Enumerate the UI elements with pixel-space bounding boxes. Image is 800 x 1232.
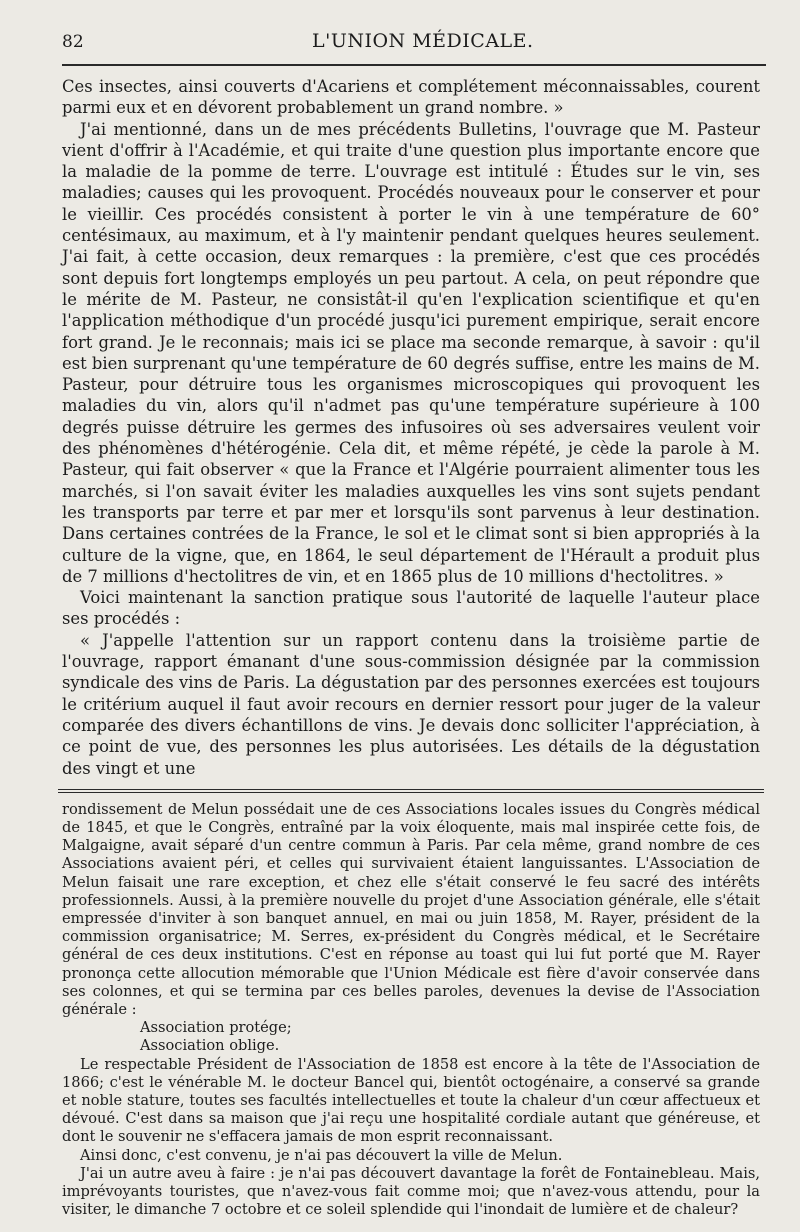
footnote-paragraph: J'ai un autre aveu à faire : je n'ai pas découvert davantage la forêt de Fontainebleau. Mais, imprévoyants touristes, que n'avez-vous fait comme moi; que n'avez-vous attendu, pour la visiter, le dimanche 7 octobre et ce soleil splendide qui l'inondait de lumière et de chaleur?: [62, 1164, 760, 1219]
page-header: [62, 30, 766, 66]
motto-line: Association oblige.: [140, 1037, 280, 1055]
motto-line: Association protége;: [140, 1019, 292, 1037]
page-number: 82: [62, 32, 84, 52]
footnote-paragraph: rondissement de Melun possédait une de ces Associations locales issues du Congrès médical de 1845, et que le Congrès, entraîné par la voix éloquente, mais mal inspirée cette fois, de Malgaigne, avait séparé d'un centre commun à Paris. Par cela même, grand nombre de ces Associations avaient péri, et celles qui survivaient étaient languissantes. L'Association de Melun faisait une rare exception, et chez elle s'était conservé le feu sacré des intérêts professionnels. Aussi, à la première nouvelle du projet d'une Association générale, elle s'était empressée d'inviter à son banquet annuel, en mai ou juin 1858, M. Rayer, président de la commission organisatrice; M. Serres, ex-président du Congrès médical, et le Secrétaire général de ces deux institutions. C'est en réponse au toast qui lui fut porté que M. Rayer prononça cette allocution mémorable que l'Union Médicale est fière d'avoir conservée dans ses colonnes, et qui se termina par ces belles paroles, devenues la devise de l'Association générale :: [62, 800, 760, 1019]
main-paragraph: J'ai mentionné, dans un de mes précédents Bulletins, l'ouvrage que M. Pasteur vient d'offrir à l'Académie, et qui traite d'une question plus importante encore que la maladie de la pomme de terre. L'ouvrage est intitulé : Études sur le vin, ses maladies; causes qui les provoquent. Procédés nouveaux pour le conserver et pour le vieillir. Ces procédés consistent à porter le vin à une température de 60° centésimaux, au maximum, et à l'y maintenir pendant quelques heures seulement. J'ai fait, à cette occasion, deux remarques : la première, c'est que ces procédés sont depuis fort longtemps employés un peu partout. A cela, on peut répondre que le mérite de M. Pasteur, ne consistât-il qu'en l'explication scientifique et qu'en l'application méthodique d'un procédé jusqu'ici purement empirique, serait encore fort grand. Je le reconnais; mais ici se place ma seconde remarque, à savoir : qu'il est bien surprenant qu'une température de 60 degrés suffise, entre les mains de M. Pasteur, pour détruire tous les organismes microscopiques qui provoquent les maladies du vin, alors qu'il n'admet pas qu'une température supérieure à 100 degrés puisse détruire les germes des infusoires où ses adversaires veulent voir des phénomènes d'hétérogénie. Cela dit, et même répété, je cède la parole à M. Pasteur, qui fait observer « que la France et l'Algérie pourraient alimenter tous les marchés, si l'on savait éviter les maladies auxquelles les vins sont sujets pendant les transports par terre et par mer et lorsqu'ils sont parvenus à leur destination. Dans certaines contrées de la France, le sol et le climat sont si bien appropriés à la culture de la vigne, que, en 1864, le seul département de l'Hérault a produit plus de 7 millions d'hectolitres de vin, et en 1865 plus de 10 millions d'hectolitres. »: [62, 119, 760, 586]
footnote-paragraph: Ainsi donc, c'est convenu, je n'ai pas découvert la ville de Melun.: [80, 1146, 563, 1164]
main-paragraph: Ces insectes, ainsi couverts d'Acariens et complétement méconnaissables, courent parmi eux et en dévorent probablement un grand nombre. »: [62, 77, 760, 118]
main-text: [62, 76, 760, 779]
main-paragraph: « J'appelle l'attention sur un rapport contenu dans la troisième partie de l'ouvrage, rapport émanant d'une sous-commission désignée par la commission syndicale des vins de Paris. La dégustation par des personnes exercées est toujours le critérium auquel il faut avoir recours en dernier ressort pour juger de la valeur comparée des divers échantillons de vins. Je devais donc solliciter l'appréciation, à ce point de vue, des personnes les plus autorisées. Les détails de la dégustation des vingt et une: [62, 630, 760, 778]
running-title: L'UNION MÉDICALE.: [312, 30, 534, 52]
footnote-paragraph: Le respectable Président de l'Association de 1858 est encore à la tête de l'Association de 1866; c'est le vénérable M. le docteur Bancel qui, bientôt octogénaire, a conservé sa grande et noble stature, toutes ses facultés intellectuelles et toute la chaleur d'un cœur affectueux et dévoué. C'est dans sa maison que j'ai reçu une hospitalité cordiale autant que généreuse, et dont le souvenir ne s'effacera jamais de mon esprit reconnaissant.: [62, 1055, 760, 1146]
footnote-divider: [58, 789, 764, 793]
footnote-text: [62, 801, 760, 1220]
main-paragraph: Voici maintenant la sanction pratique sous l'autorité de laquelle l'auteur place ses procédés :: [62, 588, 760, 629]
